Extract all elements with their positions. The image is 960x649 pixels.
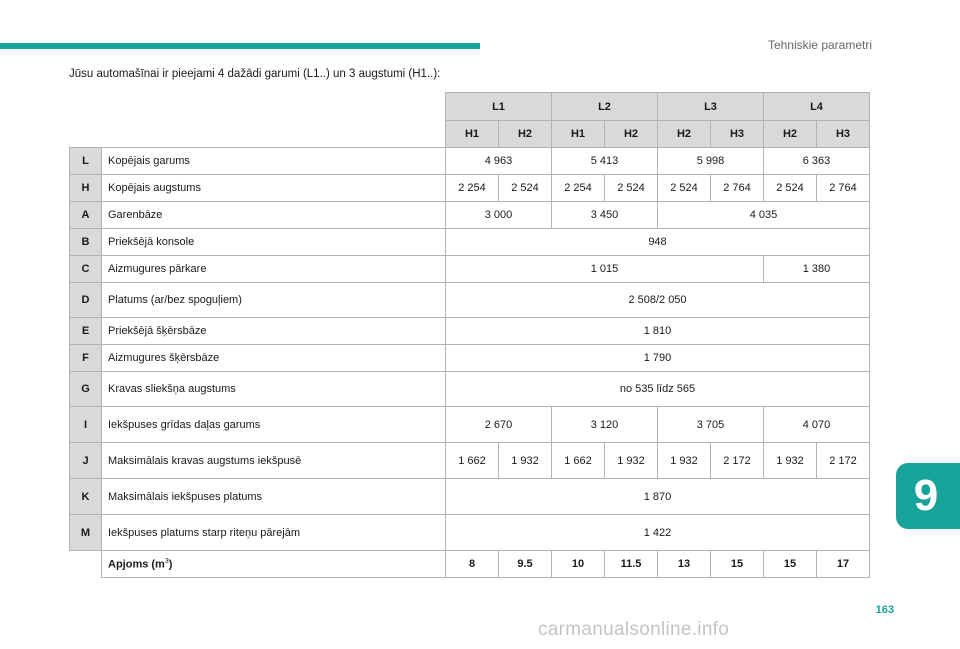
table-cell: 1 422	[446, 515, 870, 551]
table-cell: 2 254	[446, 175, 499, 202]
table-row	[70, 256, 870, 283]
row-label: Iekšpuses grīdas daļas garums	[102, 407, 446, 443]
row-label: Aizmugures pārkare	[102, 256, 446, 283]
table-cell: 2 172	[711, 443, 764, 479]
row-label: Kopējais augstums	[102, 175, 446, 202]
height-header: H2	[658, 121, 711, 148]
table-row	[70, 318, 870, 345]
row-label: Kravas sliekšņa augstums	[102, 372, 446, 407]
page-number: 163	[875, 604, 894, 616]
row-code: I	[70, 407, 102, 443]
row-label: Iekšpuses platums starp riteņu pārejām	[102, 515, 446, 551]
dimensions-table	[69, 92, 870, 578]
table-row	[70, 407, 870, 443]
table-cell: 1 810	[446, 318, 870, 345]
watermark: carmanualsonline.info	[538, 619, 730, 640]
table-cell: 2 670	[446, 407, 552, 443]
section-title: Tehniskie parametri	[767, 38, 872, 52]
table-cell: 8	[446, 551, 499, 578]
table-cell: 2 524	[605, 175, 658, 202]
table-cell: 1 662	[552, 443, 605, 479]
row-label: Platums (ar/bez spoguļiem)	[102, 283, 446, 318]
table-cell: 948	[446, 229, 870, 256]
table-cell: 3 120	[552, 407, 658, 443]
table-cell: 1 380	[764, 256, 870, 283]
table-cell: 5 413	[552, 148, 658, 175]
table-row	[70, 175, 870, 202]
row-code: E	[70, 318, 102, 345]
height-header: H2	[499, 121, 552, 148]
row-code: D	[70, 283, 102, 318]
table-row	[70, 479, 870, 515]
volume-label: Apjoms $(m^3)$	[102, 551, 446, 578]
table-corner	[70, 93, 446, 121]
row-code: G	[70, 372, 102, 407]
row-code: L	[70, 148, 102, 175]
length-header-l4: L4	[764, 93, 870, 121]
table-row	[70, 148, 870, 175]
table-row	[70, 229, 870, 256]
table-cell: 4 035	[658, 202, 870, 229]
row-code: J	[70, 443, 102, 479]
length-header-l2: L2	[552, 93, 658, 121]
table-cell: no 535 līdz 565	[446, 372, 870, 407]
table-cell: 1 932	[764, 443, 817, 479]
row-label: Priekšējā šķērsbāze	[102, 318, 446, 345]
table-cell: 1 790	[446, 345, 870, 372]
table-cell: 5 998	[658, 148, 764, 175]
table-row	[70, 443, 870, 479]
header-accent-bar	[0, 43, 480, 49]
table-cell: 3 000	[446, 202, 552, 229]
table-cell: 2 254	[552, 175, 605, 202]
table-cell: 1 662	[446, 443, 499, 479]
row-label: Kopējais garums	[102, 148, 446, 175]
row-code: M	[70, 515, 102, 551]
height-header: H2	[605, 121, 658, 148]
table-cell: 4 963	[446, 148, 552, 175]
table-cell: 1 932	[499, 443, 552, 479]
table-cell: 2 172	[817, 443, 870, 479]
table-cell: 13	[658, 551, 711, 578]
row-label: Priekšējā konsole	[102, 229, 446, 256]
table-cell: 2 524	[499, 175, 552, 202]
height-header: H3	[817, 121, 870, 148]
table-cell: 15	[764, 551, 817, 578]
row-code: F	[70, 345, 102, 372]
row-label: Maksimālais kravas augstums iekšpusē	[102, 443, 446, 479]
table-row	[70, 345, 870, 372]
length-header-l1: L1	[446, 93, 552, 121]
table-corner	[70, 121, 446, 148]
row-code: B	[70, 229, 102, 256]
volume-row	[70, 551, 870, 578]
table-cell: 15	[711, 551, 764, 578]
height-header: H2	[764, 121, 817, 148]
table-cell: 2 524	[764, 175, 817, 202]
table-cell: 1 932	[605, 443, 658, 479]
table-cell: 1 932	[658, 443, 711, 479]
table-cell: 2 508/2 050	[446, 283, 870, 318]
row-label: Aizmugures šķērsbāze	[102, 345, 446, 372]
intro-text: Jūsu automašīnai ir pieejami 4 dažādi garumi (L1..) un 3 augstumi (H1..):	[69, 68, 441, 80]
table-cell: 17	[817, 551, 870, 578]
length-header-l3: L3	[658, 93, 764, 121]
row-code: H	[70, 175, 102, 202]
table-cell: 4 070	[764, 407, 870, 443]
table-cell: 1 870	[446, 479, 870, 515]
table-cell: 2 764	[711, 175, 764, 202]
table-cell: 1 015	[446, 256, 764, 283]
table-cell: 10	[552, 551, 605, 578]
height-header: H1	[446, 121, 499, 148]
height-header: H1	[552, 121, 605, 148]
table-corner	[70, 551, 102, 578]
table-cell: 9.5	[499, 551, 552, 578]
table-row	[70, 283, 870, 318]
height-header: H3	[711, 121, 764, 148]
volume-unit-superscript: 3	[164, 557, 169, 565]
table-cell: 3 450	[552, 202, 658, 229]
table-cell: 6 363	[764, 148, 870, 175]
table-row	[70, 515, 870, 551]
row-label: Maksimālais iekšpuses platums	[102, 479, 446, 515]
table-cell: 11.5	[605, 551, 658, 578]
row-code: K	[70, 479, 102, 515]
table-cell: 2 764	[817, 175, 870, 202]
row-label: Garenbāze	[102, 202, 446, 229]
table-cell: 3 705	[658, 407, 764, 443]
row-code: C	[70, 256, 102, 283]
table-cell: 2 524	[658, 175, 711, 202]
table-row	[70, 372, 870, 407]
table-row	[70, 202, 870, 229]
chapter-tab: 9	[896, 463, 960, 529]
row-code: A	[70, 202, 102, 229]
